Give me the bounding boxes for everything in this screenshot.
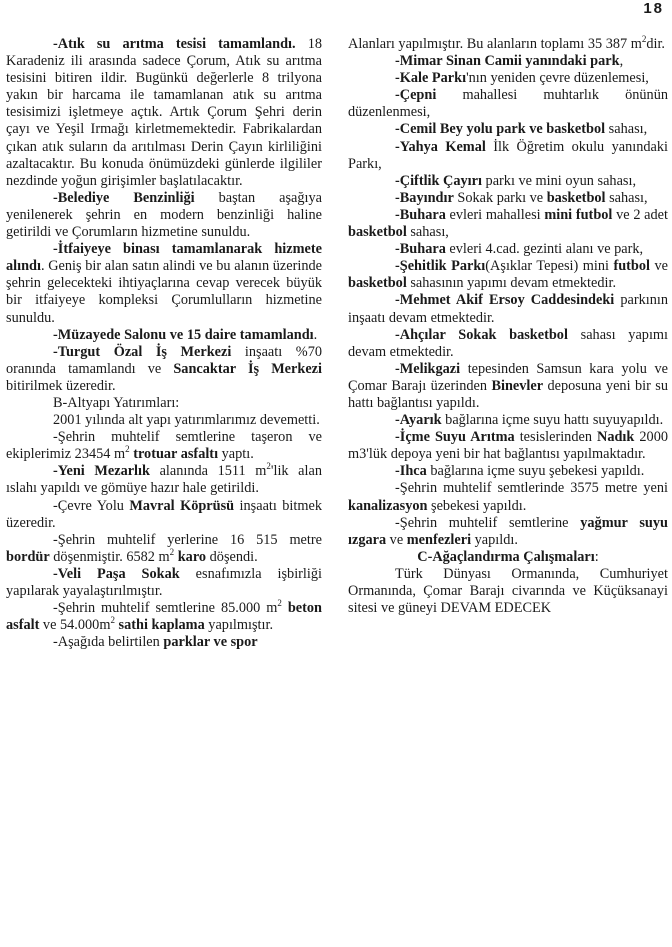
paragraph — [348, 327, 668, 361]
bold-text: -Mimar Sinan Camii yanındaki park — [395, 53, 620, 70]
body-text: -Şehrin muhtelif semtlerinde 3575 metre yeni — [395, 480, 668, 497]
body-text: 'nın yeniden çevre düzenlemesi, — [466, 70, 649, 87]
bold-text: kanalizasyon — [348, 497, 428, 514]
body-text: şebekesi yapıldı. — [427, 497, 527, 514]
superscript: 2 — [266, 461, 271, 472]
paragraph — [348, 429, 668, 463]
paragraph — [6, 395, 322, 412]
body-text: : — [594, 548, 599, 565]
body-text: 'lik alan ıslahı yapıldı ve gömüye hazır hale getirildi. — [6, 463, 322, 497]
bold-text: sathi kaplama — [114, 617, 205, 634]
bold-text: -Müzayede Salonu ve 15 daire tamamlandı — [53, 326, 314, 343]
paragraph — [348, 36, 668, 53]
paragraph — [348, 258, 668, 292]
paragraph — [348, 121, 668, 138]
body-text: mahallesi muhtarlık önünün düzenlenmesi, — [348, 87, 668, 121]
paragraph — [348, 361, 668, 412]
paragraph — [6, 429, 322, 463]
paragraph — [348, 549, 668, 566]
superscript: 2 — [125, 444, 130, 455]
body-text: Türk Dünyası Ormanında, Cumhuriyet Ormanında, Çomar Barajı civarında ve Küçüksanayi sitesi ve güneyi DEVAM EDECEK — [348, 565, 668, 617]
paragraph — [6, 412, 322, 429]
bold-text: -Ihca — [395, 463, 427, 480]
body-text: sahası, — [406, 224, 449, 241]
paragraph — [348, 241, 668, 258]
body-text: alanında 1511 m — [149, 463, 267, 480]
body-text: sahası, — [605, 121, 648, 138]
bold-text: trotuar asfaltı — [129, 446, 219, 463]
body-text: (Aşıklar Tepesi) mini — [485, 258, 614, 275]
bold-text: -Buhara — [395, 206, 446, 223]
body-text: -Şehrin muhtelif semtlerine taşeron ve ekiplerimiz 23454 m — [6, 429, 322, 463]
body-text: bitirilmek üzeredir. — [6, 377, 116, 394]
bold-text: -Veli Paşa Sokak — [53, 565, 180, 582]
paragraph — [348, 87, 668, 121]
body-text: 2000 m3'lük depoya yeni bir hat bağlantısı yapılmaktadır. — [348, 429, 668, 463]
body-text: B-Altyapı Yatırımları: — [53, 394, 180, 411]
bold-text: -Ayarık — [395, 412, 442, 429]
bold-text: futbol — [613, 258, 650, 275]
bold-text: -İtfaiyeye binası tamamlanarak hizmete alındı — [6, 241, 322, 275]
bold-text: mini futbol — [544, 206, 613, 223]
body-text: sahası, — [605, 189, 648, 206]
superscript: 2 — [277, 598, 282, 609]
body-text: yaptı. — [218, 446, 254, 463]
bold-text: -Şehitlik Parkı — [395, 258, 486, 275]
body-text: bağlarına içme suyu hattı suyuyapıldı. — [441, 412, 664, 429]
body-text: -Şehrin muhtelif yerlerine 16 515 metre — [53, 531, 322, 548]
bold-text: -Yeni Mezarlık — [53, 463, 150, 480]
bold-text: Binevler — [491, 377, 544, 394]
paragraph — [348, 292, 668, 326]
body-text: parkı ve mini oyun sahası, — [481, 172, 637, 189]
body-text: . — [313, 326, 318, 343]
body-text: parkının inşaatı devam etmektedir. — [348, 292, 668, 326]
body-text: ve — [386, 531, 407, 548]
body-text: 18 Karadeniz ili arasında sadece Çorum, Atık su arıtma tesisini bitiren ildir. Bugünkü değerlerle 8 trilyona yakın bir harcama ile tamamlanan atık su arıtma tesisimizi işletmeye açtık. Artık Çorum Şehri derin çayı ve Yeşil Irmağı kirletmemektedir. Fabrikalardan çıkan atık suların da arıtılması Derin Çayın kirliliğini azaltacaktır. Bu konuda önümüzdeki günlerde ilgililer nezdinde yoğun girişimler başlatılacaktır. — [6, 36, 322, 189]
body-text: . Geniş bir alan satın alindi ve bu alanın üzerinde şehrin gelecekteki ihtiyaçlarına cevap verecek büyük bir itfaiyeye kompleksi Çorumlulların hizmetine sunuldu. — [6, 258, 322, 326]
bold-text: Sancaktar İş Merkezi — [173, 360, 322, 377]
left-column — [6, 36, 322, 651]
body-text: yapıldı. — [471, 531, 518, 548]
body-text: -Aşağıda belirtilen — [53, 634, 164, 651]
body-text: bağlarına içme suyu şebekesi yapıldı. — [426, 463, 645, 480]
superscript: 2 — [110, 615, 115, 626]
bold-text: -Turgut Özal İş Merkezi — [53, 343, 232, 360]
body-text: deposuna yeni bir su hattı bağlantısı yapıldı. — [348, 377, 668, 411]
superscript: 2 — [641, 34, 647, 45]
paragraph — [6, 634, 322, 651]
body-text: , — [619, 53, 624, 70]
page-number: 18 — [643, 0, 664, 17]
body-text: esnafımızla işbirliği yapılarak yayalaştırılmıştır. — [6, 565, 322, 599]
paragraph — [348, 480, 668, 514]
paragraph — [6, 566, 322, 600]
body-text: tesislerinden — [514, 429, 597, 446]
bold-text: C-Ağaçlandırma Çalışmaları — [417, 548, 595, 565]
bold-text: -Çiftlik Çayırı — [395, 172, 482, 189]
bold-text: basketbol — [546, 189, 606, 206]
body-text: evleri mahallesi — [445, 206, 545, 223]
bold-text: yağmur suyu ızgara — [348, 514, 668, 548]
bold-text: beton asfalt — [6, 600, 322, 634]
paragraph — [6, 36, 322, 190]
paragraph — [348, 412, 668, 429]
body-text: inşaatı bitmek üzeredir. — [6, 497, 322, 531]
body-text: ve — [650, 258, 668, 275]
body-text: -Şehrin muhtelif semtlerine 85.000 m — [53, 600, 278, 617]
body-text: inşaatı %70 oranında tamamlandı ve — [6, 343, 322, 377]
bold-text: Mavral Köprüsü — [129, 497, 235, 514]
bold-text: -Melikgazi — [395, 360, 461, 377]
paragraph — [6, 463, 322, 497]
paragraph — [348, 70, 668, 87]
body-text: ve 54.000m — [39, 617, 111, 634]
bold-text: -İçme Suyu Arıtma — [395, 429, 515, 446]
bold-text: basketbol — [348, 275, 407, 292]
bold-text: -Ahçılar Sokak basketbol — [395, 326, 568, 343]
body-text: -Çevre Yolu — [53, 497, 130, 514]
bold-text: basketbol — [348, 224, 407, 241]
bold-text: bordür — [6, 548, 50, 565]
bold-text: -Çepni — [395, 87, 437, 104]
paragraph — [6, 190, 322, 241]
body-text: tepesinden Samsun kara yolu ve Çomar Barajı üzerinden — [348, 360, 668, 394]
body-text: dir. — [646, 36, 666, 52]
paragraph — [348, 173, 668, 190]
body-text: döşendi. — [206, 548, 258, 565]
paragraph — [348, 190, 668, 207]
bold-text: -Mehmet Akif Ersoy Caddesindeki — [395, 292, 615, 309]
bold-text: -Atık su arıtma tesisi tamamlandı. — [53, 36, 296, 52]
body-text: İlk Öğretim okulu yanındaki Parkı, — [348, 138, 668, 172]
right-column — [348, 36, 668, 617]
body-text: Alanları yapılmıştır. Bu alanların toplamı 35 387 m — [348, 36, 642, 52]
paragraph — [348, 207, 668, 241]
body-text: sahasının yapımı devam etmektedir. — [406, 275, 617, 292]
paragraph — [6, 241, 322, 326]
paragraph — [348, 515, 668, 549]
paragraph — [348, 53, 668, 70]
paragraph — [6, 327, 322, 344]
bold-text: karo — [174, 548, 207, 565]
paragraph — [348, 463, 668, 480]
bold-text: -Buhara — [395, 241, 446, 258]
body-text: yapılmıştır. — [204, 617, 274, 634]
body-text: -Şehrin muhtelif semtlerine — [395, 514, 581, 531]
bold-text: parklar ve spor — [163, 634, 258, 651]
bold-text: menfezleri — [406, 531, 472, 548]
body-text: 2001 yılında alt yapı yatırımlarımız devemetti. — [53, 412, 320, 429]
body-text: evleri 4.cad. gezinti alanı ve park, — [445, 241, 644, 258]
body-text: ve 2 adet — [612, 206, 668, 223]
body-text: döşenmiştir. 6582 m — [49, 548, 170, 565]
bold-text: -Yahya Kemal — [395, 138, 486, 155]
paragraph — [6, 600, 322, 634]
body-text: sahası yapımı devam etmektedir. — [348, 326, 669, 360]
superscript: 2 — [169, 547, 175, 558]
bold-text: -Cemil Bey yolu park ve basketbol — [395, 121, 606, 138]
bold-text: Nadık — [597, 429, 635, 446]
body-text: baştan aşağıya yenilenerek şehrin en modern benzinliği haline getirildi ve Çorumların hizmetine sunuldu. — [6, 189, 322, 241]
paragraph — [348, 566, 668, 617]
bold-text: -Kale Parkı — [395, 70, 467, 87]
paragraph — [348, 139, 668, 173]
body-text: Sokak parkı ve — [453, 189, 547, 206]
paragraph — [6, 498, 322, 532]
paragraph — [6, 532, 322, 566]
bold-text: -Belediye Benzinliği — [53, 189, 195, 206]
bold-text: -Bayındır — [395, 189, 454, 206]
paragraph — [6, 344, 322, 395]
